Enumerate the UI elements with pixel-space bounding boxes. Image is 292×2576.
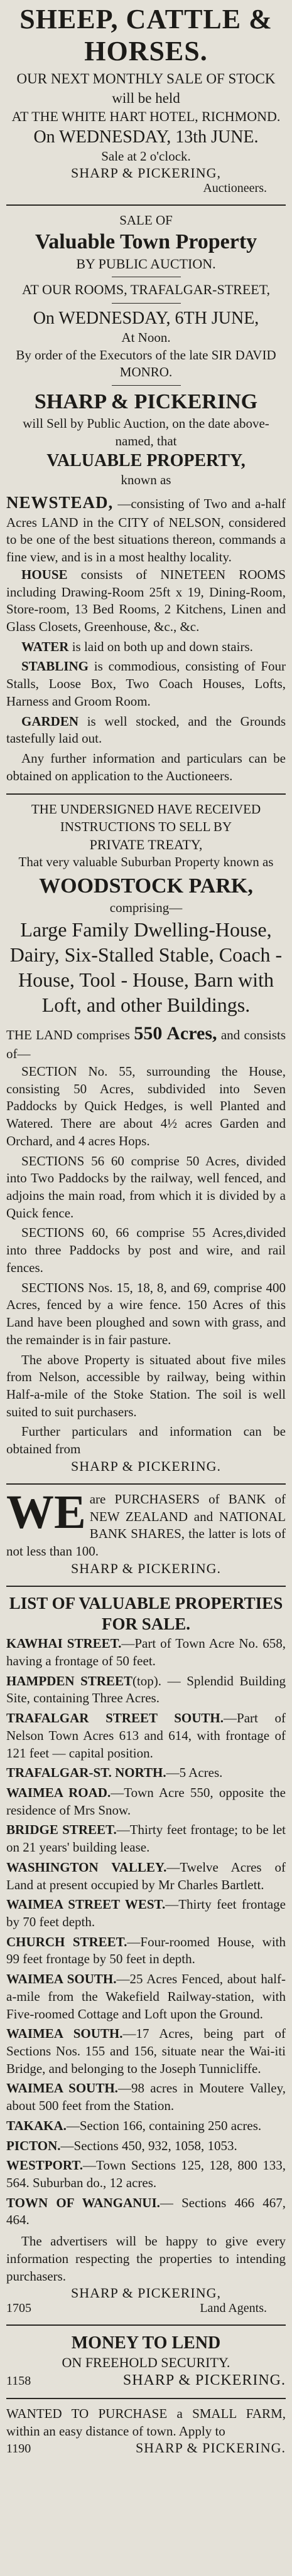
list-item	[6, 1934, 286, 1968]
list-item	[6, 2025, 286, 2077]
garden-paragraph	[6, 713, 286, 748]
stock-sale-ad	[6, 67, 286, 201]
list-item-text: —5 Acres.	[166, 1765, 223, 1781]
list-item-text: —Sections 450, 932, 1058, 1053.	[60, 2138, 237, 2153]
list-item-text: (top). — Splendid Building Site, containing Three Acres.	[6, 1673, 286, 1706]
stabling-paragraph	[6, 658, 286, 710]
wanted-body: WANTED TO PURCHASE a SMALL FARM, within an easy distance of town. Apply to	[6, 2405, 286, 2439]
shares-body-wrap	[6, 1485, 286, 1561]
town-valuable-property: VALUABLE PROPERTY,	[46, 451, 246, 471]
short-rule	[112, 303, 181, 304]
list-item-text: —Section 166, containing 250 acres.	[66, 2118, 262, 2133]
list-item-label: WAIMEA ROAD.	[6, 1784, 111, 1800]
list-item-label: WAIMEA SOUTH.	[6, 1971, 117, 1987]
town-order: By order of the Executors of the late SIR DAVID MONRO.	[16, 347, 276, 380]
water-text: is laid on both up and down stairs.	[72, 639, 253, 654]
section-15-text: comprise 400 Acres, fenced by a wire fence. 150 Acres of this Land have been ploughed and sown with grass, and the remainder is in fair pasture.	[6, 1280, 286, 1347]
house-label: HOUSE	[21, 566, 68, 582]
list-item-text: —Thirty feet frontage by 70 feet depth.	[6, 1897, 286, 1929]
list-item-label: PICTON.	[6, 2138, 61, 2153]
list-item-label: WASHINGTON VALLEY.	[6, 1859, 167, 1875]
woodstock-note: The above Property is situated about five miles from Nelson, accessible by railway, being within Half-a-mile of the Stoke Station. The soil is well suited to suit purchasers.	[6, 1352, 286, 1419]
stock-sale-venue: AT THE WHITE HART HOTEL, RICHMOND.	[11, 108, 281, 124]
town-agent: SHARP & PICKERING	[34, 390, 258, 414]
list-item	[6, 1896, 286, 1931]
divider	[6, 2324, 286, 2326]
divider	[6, 204, 286, 206]
property-list-agent: SHARP & PICKERING,	[70, 2285, 222, 2301]
newspaper-column	[6, 0, 286, 2465]
woodstock-further: Further particulars and information can be obtained from	[6, 1424, 286, 1457]
list-item-label: TAKAKA.	[6, 2118, 67, 2133]
stabling-label: STABLING	[21, 659, 89, 674]
section-55-label: SECTION No. 55,	[21, 1064, 136, 1079]
column-title: SHEEP, CATTLE & HORSES.	[19, 4, 273, 66]
list-item	[6, 1784, 286, 1819]
section-15-paragraph	[6, 1280, 286, 1349]
newstead-lead: NEWSTEAD,	[6, 493, 114, 512]
list-item	[6, 2138, 286, 2155]
town-noon: At Noon.	[121, 329, 171, 345]
section-15-label: SECTIONS Nos. 15, 18, 8, and 69,	[21, 1280, 210, 1295]
list-item-text: —Town Sections 125, 128, 800 133, 564. Suburban do., 12 acres.	[6, 2158, 286, 2191]
list-item-label: WAIMEA SOUTH.	[6, 2080, 118, 2096]
property-list-title: LIST OF VALUABLE PROPERTIES FOR SALE.	[9, 1593, 283, 1634]
town-title: Valuable Town Property	[35, 230, 257, 253]
property-list-footer: The advertisers will be happy to give every information respecting the properties to intending purchasers.	[6, 2234, 286, 2284]
list-item-text: —17 Acres, being part of Sections Nos. 155 and 156, situate near the Wai-iti Bridge, and belonging to the Joseph Tunnicliffe.	[6, 2026, 286, 2076]
land-acres: 550 Acres,	[134, 1022, 217, 1044]
divider	[6, 1586, 286, 1587]
list-item-label: BRIDGE STREET.	[6, 1822, 117, 1838]
money-agent: SHARP & PICKERING.	[122, 2372, 286, 2388]
town-property-ad	[6, 209, 286, 790]
house-text: consists of NINETEEN ROOMS including Drawing-Room 25ft x 19, Dining-Room, Store-room, 13 Bed Rooms, 2 Kitchens, Linen and Glass Closets, Greenhouse, &c., &c.	[6, 566, 286, 634]
list-item-label: WESTPORT.	[6, 2158, 83, 2173]
woodstock-ad	[6, 798, 286, 1479]
list-item	[6, 1710, 286, 1762]
shares-body: are PURCHASERS of BANK of NEW ZEALAND and NATIONAL BANK SHARES, the latter is lots of not less than 100.	[6, 1491, 286, 1559]
section-55-paragraph	[6, 1063, 286, 1150]
wanted-ref: 1190	[6, 2442, 31, 2456]
water-label: WATER	[21, 639, 69, 654]
divider	[6, 2398, 286, 2399]
property-list-signoff	[6, 2301, 286, 2316]
garden-text: is well stocked, and the Grounds tastefully laid out.	[6, 713, 286, 746]
woodstock-agent: SHARP & PICKERING.	[70, 1458, 222, 1474]
money-title: MONEY TO LEND	[71, 2333, 221, 2353]
list-item	[6, 2195, 286, 2229]
wanted-agent: SHARP & PICKERING.	[135, 2440, 286, 2456]
town-further: Any further information and particulars can be obtained on application to the Auctioneers.	[6, 751, 286, 783]
list-item-text: —Four-roomed House, with 99 feet frontage by 50 feet in depth.	[6, 1934, 286, 1967]
garden-label: GARDEN	[21, 713, 79, 729]
town-will-sell: will Sell by Public Auction, on the date above-named, that	[23, 415, 269, 448]
town-rooms: AT OUR ROOMS, TRAFALGAR-STREET,	[21, 282, 271, 298]
short-rule	[112, 385, 181, 386]
woodstock-comprising: comprising—	[109, 899, 183, 915]
list-item-label: WAIMEA STREET WEST.	[6, 1897, 166, 1912]
wanted-signoff	[6, 2440, 286, 2456]
town-date: On WEDNESDAY, 6TH JUNE,	[33, 308, 259, 328]
list-item	[6, 1821, 286, 1856]
shares-agent: SHARP & PICKERING.	[70, 1560, 222, 1576]
woodstock-title: WOODSTOCK PARK,	[39, 874, 253, 898]
section-56-text: 60 comprise 50 Acres, divided into Two Paddocks by the railway, well fenced, and adjoins the main road, from which it is divided by a Quick fence.	[6, 1153, 286, 1221]
list-item-label: CHURCH STREET.	[6, 1934, 127, 1949]
divider	[6, 1483, 286, 1485]
stock-sale-agent: SHARP & PICKERING,	[70, 165, 222, 181]
list-item	[6, 2080, 286, 2114]
woodstock-intro2: PRIVATE TREATY,	[89, 836, 203, 852]
money-signoff	[6, 2372, 286, 2389]
list-item-label: WAIMEA SOUTH.	[6, 2026, 123, 2042]
list-item	[6, 1971, 286, 2023]
list-item	[6, 2118, 286, 2135]
money-ref: 1158	[6, 2373, 31, 2388]
list-item-text: —Town Acre 550, opposite the residence of Mrs Snow.	[6, 1784, 286, 1818]
divider	[6, 793, 286, 795]
list-item	[6, 1635, 286, 1670]
wanted-ad	[6, 2403, 286, 2461]
land-paragraph	[6, 1021, 286, 1063]
town-known-as: known as	[121, 472, 171, 488]
shares-lead: WE	[6, 1485, 86, 1539]
stock-sale-date: On WEDNESDAY, 13th JUNE.	[33, 127, 259, 147]
house-paragraph	[6, 566, 286, 636]
section-56-label: SECTIONS 56	[21, 1153, 105, 1169]
list-item-label: HAMPDEN STREET	[6, 1673, 132, 1688]
list-item	[6, 2157, 286, 2192]
woodstock-intro3: That very valuable Suburban Property known as	[18, 854, 274, 870]
list-item-text: —Twelve Acres of Land at present occupied by Mr Charles Bartlett.	[6, 1859, 286, 1892]
list-item-label: TRAFALGAR-ST. NORTH.	[6, 1765, 166, 1781]
section-60-text: 66 comprise 55 Acres,divided into three Paddocks by post and wire, and rail fences.	[6, 1225, 286, 1275]
list-item-text: —Part of Nelson Town Acres 613 and 614, with frontage of 121 feet — capital position.	[6, 1710, 286, 1761]
stabling-text: is commodious, consisting of Four Stalls, Loose Box, Two Coach Houses, Lofts, Harness and Groom Room.	[6, 659, 286, 709]
list-item-text: —25 Acres Fenced, about half-a-mile from the Wakefield Railway-station, with Five-roomed Cottage and Loft upon the Ground.	[6, 1971, 286, 2022]
stock-sale-time: Sale at 2 o'clock.	[101, 148, 191, 164]
town-sale-of: SALE OF	[119, 213, 173, 228]
money-ad	[6, 2330, 286, 2394]
shares-ad	[6, 1485, 286, 1582]
section-60-label: SECTIONS 60,	[21, 1225, 109, 1241]
town-by: BY PUBLIC AUCTION.	[76, 255, 216, 272]
property-list-agent-role: Land Agents.	[200, 2301, 267, 2316]
list-item-text: — Sections 466 467, 464.	[6, 2195, 286, 2228]
section-60-paragraph	[6, 1224, 286, 1276]
list-item	[6, 1859, 286, 1894]
land-lead: THE LAND comprises	[6, 1027, 130, 1042]
section-56-paragraph	[6, 1153, 286, 1222]
newstead-paragraph	[6, 492, 286, 566]
property-list	[6, 1635, 286, 2229]
list-item-label: TRAFALGAR STREET SOUTH.	[6, 1710, 224, 1726]
property-list-ad	[6, 1591, 286, 2321]
stock-sale-line1: OUR NEXT MONTHLY SALE OF STOCK will be held	[16, 71, 276, 106]
land-tail: and consists of—	[6, 1027, 286, 1062]
section-55-text: surrounding the House, consisting 50 Acres, subdivided into Seven Paddocks by Quick Hedges, is well Planted and Watered. There are about 4½ acres Garden and Orchard, and 4 acres Hops.	[6, 1064, 286, 1148]
list-item	[6, 1764, 286, 1782]
list-item-text: —98 acres in Moutere Valley, about 500 feet from the Station.	[6, 2080, 286, 2114]
woodstock-intro1: THE UNDERSIGNED HAVE RECEIVED INSTRUCTIONS TO SELL BY	[31, 802, 261, 835]
list-item-label: KAWHAI STREET.	[6, 1636, 122, 1651]
list-item-text: —Thirty feet frontage; to be let on 21 years' building lease.	[6, 1822, 286, 1855]
list-item	[6, 1673, 286, 1707]
list-item-text: —Part of Town Acre No. 658, having a frontage of 50 feet.	[6, 1636, 286, 1668]
stock-sale-agent-role: Auctioneers.	[203, 181, 267, 196]
money-security: ON FREEHOLD SECURITY.	[62, 2355, 230, 2371]
newstead-text: —consisting of Two and a-half Acres LAND in the CITY of NELSON, considered to be one of the best situations thereon, commands a fine view, and is in a most healthy locality.	[6, 496, 286, 565]
property-list-ref: 1705	[6, 2301, 31, 2316]
water-paragraph	[6, 639, 286, 656]
woodstock-features: Large Family Dwelling-House, Dairy, Six-Stalled Stable, Coach - House, Tool - House, Barn with Loft, and other Buildings.	[9, 918, 283, 1016]
list-item-label: TOWN OF WANGANUI.	[6, 2195, 160, 2210]
